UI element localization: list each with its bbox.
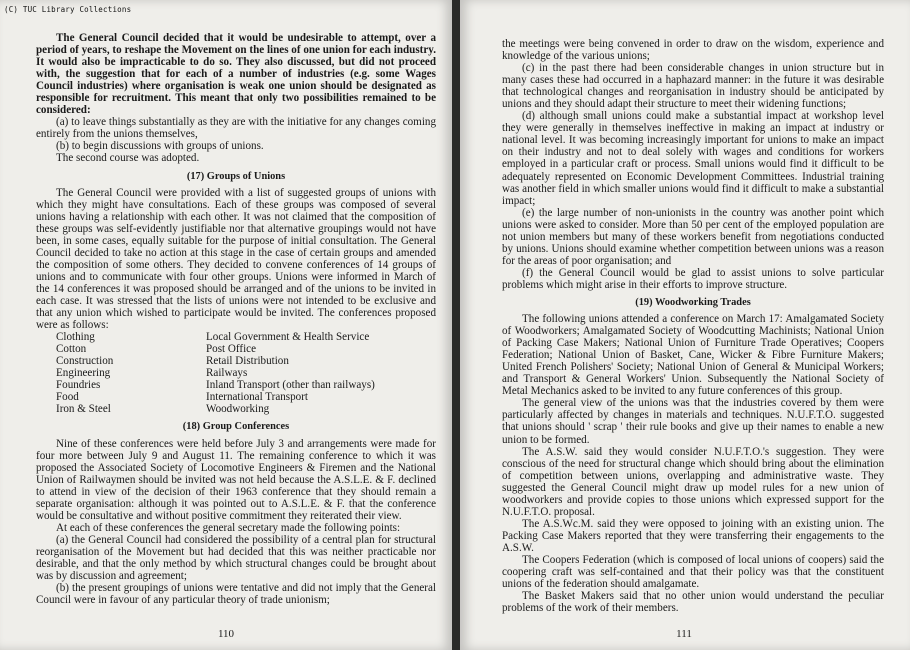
group-item: Clothing	[56, 331, 95, 344]
group-item: International Transport	[206, 391, 308, 404]
option-b: (b) to begin discussions with groups of unions.	[56, 140, 264, 153]
point-e: (e) the large number of non-unionists in the country was another point which unions were asked to consider. More than 50 per cent of the employed population are not union members but many of these workers benefit from negotiations conducted by unions. Unions should examine whether competition between unions was a reason for the areas of poor organisation; and	[502, 206, 884, 267]
section-heading-19: (19) Woodworking Trades	[635, 296, 751, 308]
group-item: Retail Distribution	[206, 355, 289, 368]
page-number-left: 110	[217, 628, 235, 640]
conferences-paragraph: Nine of these conferences were held before July 3 and arrangements were made for four more between July 9 and August 11. The remaining conference to which it was proposed the Associated Society of Locomotive Engineers & Firemen and the National Union of Railwaymen should be invited was not held because the A.S.L.E. & F. declined to attend in view of the decision of their 1963 conference that they should remain a separate organisation: although it was pointed out to A.S.L.E. & F. that the conference would be consultative and without positive commitment they reiterated their view.	[36, 437, 436, 522]
woodworking-paragraph: The Basket Makers said that no other union would understand the peculiar problems of the work of their members.	[502, 590, 884, 615]
right-page	[460, 0, 910, 650]
group-item: Inland Transport (other than railways)	[206, 379, 375, 392]
group-item: Foundries	[56, 379, 101, 392]
group-item: Iron & Steel	[56, 403, 111, 416]
group-item: Woodworking	[206, 403, 270, 416]
library-stamp: (C) TUC Library Collections	[4, 5, 132, 14]
group-item: Cotton	[56, 343, 87, 356]
woodworking-paragraph: The following unions attended a conference on March 17: Amalgamated Society of Woodworkers; Amalgamated Society of Woodcutting Machinists; National Union of Packing Case Makers; National Union of Furniture Trade Operatives; Coopers Federation; National Union of Basket, Cane, Wicker & Fibre Furniture Makers; United French Polishers' Society; National Union of General & Municipal Workers; and Transport & General Workers' Union. Subsequently the National Society of Metal Mechanics asked to be invited to any future conferences of this group.	[502, 313, 884, 398]
point-f: (f) the General Council would be glad to assist unions to solve particular problems which might arise in their efforts to improve structure.	[502, 266, 884, 291]
point-c: (c) in the past there had been considerable changes in union structure but in many cases these had occurred in a haphazard manner: in the future it was desirable that technological changes and reorganisation in industry should be anticipated by unions and they should adapt their structure to meet their widening functions;	[502, 62, 884, 111]
left-page	[0, 0, 452, 650]
right-text-body	[502, 38, 884, 614]
group-item: Local Government & Health Service	[206, 331, 370, 344]
group-item: Construction	[56, 355, 114, 368]
group-item: Post Office	[206, 343, 257, 356]
group-item: Railways	[206, 367, 248, 380]
point-d: (d) although small unions could make a substantial impact at workshop level they were generally in themselves ineffective in making an impact at industry or national level. It was becoming increasingly important for unions to make an impact on their industry and not to deal solely with wages and conditions for workers employed in a particular craft or process. Small unions would find it difficult to be adequately represented on Economic Development Committees. Industrial training was another field in which smaller unions would find it difficult to make a substantial impact;	[502, 110, 884, 207]
intro-paragraph: The General Council decided that it would be undesirable to attempt, over a period of years, to reshape the Movement on the lines of one union for each industry. It would also be impracticable to do so. They also discussed, but did not proceed with, the suggestion that for each of a number of industries (e.g. some Wages Council industries) where organisation is weak one union should be designated as responsible for recruitment. This meant that only two possibilities remained to be considered:	[36, 32, 436, 117]
group-item: Food	[56, 391, 79, 404]
option-conclusion: The second course was adopted.	[56, 152, 200, 165]
woodworking-paragraph: The Coopers Federation (which is composed of local unions of coopers) said the coopering craft was self-contained and that their policy was that the constituent unions of the federation should amalgamate.	[502, 553, 884, 591]
book-gutter	[452, 0, 460, 650]
section-heading-18: (18) Group Conferences	[182, 421, 290, 433]
conference-groups-list	[56, 331, 436, 415]
continued-text: the meetings were being convened in order to draw on the wisdom, experience and knowledge of the various unions;	[502, 38, 884, 63]
left-text-body	[36, 32, 436, 606]
group-item: Engineering	[56, 367, 111, 380]
option-a: (a) to leave things substantially as they are with the initiative for any changes coming entirely from the unions themselves,	[36, 116, 436, 141]
section-heading-17: (17) Groups of Unions	[186, 170, 286, 182]
points-intro: At each of these conferences the general secretary made the following points:	[56, 521, 401, 534]
point-a: (a) the General Council had considered the possibility of a central plan for structural reorganisation of the Movement but had decided that this was neither practicable nor desirable, and that the only method by which structural changes could be brought about was by discussion and agreement;	[36, 533, 436, 583]
woodworking-paragraph: The A.S.Wc.M. said they were opposed to joining with an existing union. The Packing Case Makers reported that they were transferring their engagements to the A.S.W.	[502, 517, 884, 554]
woodworking-paragraph: The general view of the unions was that the industries covered by them were particularly affected by changes in materials and techniques. N.U.F.T.O. suggested that unions should ' scrap ' their rule books and give up their names to enable a new union to be formed.	[502, 397, 884, 446]
point-b: (b) the present groupings of unions were tentative and did not imply that the General Council were in favour of any particular theory of trade unionism;	[36, 582, 436, 607]
woodworking-paragraph: The A.S.W. said they would consider N.U.F.T.O.'s suggestion. They were conscious of the need for structural change which should bring about the elimination of competition between unions, overlapping and administrative waste. They suggested the General Council might draw up model rules for a new union of woodworkers and provide copies to those unions which expressed support for the N.U.F.T.O. proposal.	[502, 445, 884, 518]
page-number-right: 111	[676, 628, 692, 640]
groups-paragraph: The General Council were provided with a list of suggested groups of unions with which they might have consultations. Each of these groups was composed of several unions having a relationship with each other. It was not claimed that the composition of these groups was self-evidently justifiable nor that alternative groupings would not have been, in some cases, equally suitable for the purpose of initial consultation. The General Council decided to take no action at this stage in the case of certain groups and amended the composition of some others. They decided to convene conferences of 14 groups of unions and to communicate with four other groups. Unions were informed in March of the 14 conferences it was proposed should be arranged and of the unions to be invited in each case. It was stressed that the lists of unions were not intended to be exclusive and that any union which wished to participate would be invited. The conferences proposed were as follows:	[36, 186, 436, 332]
